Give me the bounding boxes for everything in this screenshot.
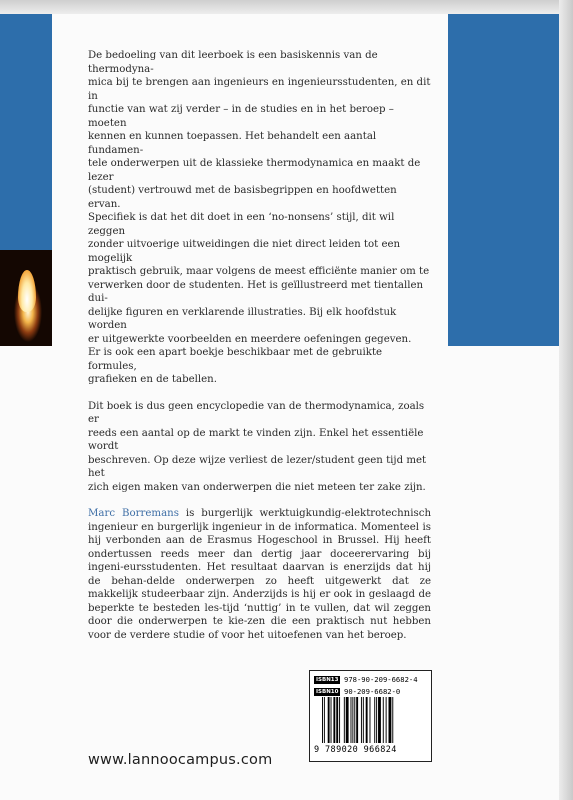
flame-icon — [18, 270, 36, 312]
blue-band-right — [448, 14, 559, 346]
text-line: De bedoeling van dit leerboek is een basiskennis van de thermodyna- — [88, 50, 378, 75]
text-line: Dit boek is dus geen encyclopedie van de thermodynamica, zoals er — [88, 400, 425, 425]
isbn10-row — [314, 686, 400, 697]
text-line: Specifiek is dat het dit doet in een ‘no-nonsens’ stijl, dit wil zeggen — [88, 212, 395, 237]
page-edge-right — [559, 0, 573, 800]
text-line: functie van wat zij verder – in de studies en in het beroep – moeten — [88, 104, 394, 129]
scope-paragraph — [88, 400, 431, 495]
text-line: (student) vertrouwd met de basisbegrippen en hoofdwetten ervan. — [88, 185, 397, 210]
text-line: beschreven. Op deze wijze verliest de lezer/student geen tijd met het — [88, 454, 427, 479]
isbn10-label: ISBN10 — [316, 688, 339, 695]
intro-paragraph — [88, 49, 431, 387]
barcode-bars — [322, 697, 424, 743]
text-line: Er is ook een apart boekje beschikbaar met de gebruikte formules, — [88, 347, 383, 372]
text-line: zonder uitvoerige uitweidingen die niet direct leiden tot een mogelijk — [88, 239, 401, 264]
text-line: zich eigen maken van onderwerpen die niet meteen ter zake zijn. — [88, 481, 426, 493]
text-line: tele onderwerpen uit de klassieke thermodynamica en maakt de lezer — [88, 158, 421, 183]
isbn13-value: 978-90-209-6682-4 — [344, 675, 418, 684]
candle-flame-image — [0, 250, 52, 346]
text-line: kennen en kunnen toepassen. Het behandelt een aantal fundamen- — [88, 131, 377, 156]
text-line: mica bij te brengen aan ingenieurs en ingenieursstudenten, en dit in — [88, 77, 431, 102]
barcode-digits: 9 789020 966824 — [314, 745, 397, 755]
text-line: grafieken en de tabellen. — [88, 374, 217, 385]
text-line: er uitgewerkte voorbeelden en meerdere oefeningen gegeven. — [88, 333, 412, 345]
text-line: delijke figuren en verklarende illustraties. Bij elk hoofdstuk worden — [88, 306, 397, 331]
author-bio-text: is burgerlijk werktuigkundig-elektrotechnisch ingenieur en burgerlijk ingenieur in de informatica. Momenteel is hij verbonden aan de Erasmus Hogeschool in Brussel. Hij heeft ondertussen reeds meer dan dertig jaar doceerervaring bij ingeni-eursstudenten. Het resultaat daarvan is enerzijds dat hij de behan-delde onderwerpen zo heeft uitgewerkt dat ze makkelijk studeerbaar zijn. Anderzijds is hij er ook in geslaagd de beperkte te besteden les-tijd ‘nuttig’ in te vullen, dat wil zeggen door die onderwerpen te kie-zen die een praktisch nut hebben voor de verdere studie of voor het uitoefenen van het beroep. — [88, 508, 432, 641]
isbn13-label: ISBN13 — [316, 676, 339, 683]
blurb-text — [88, 49, 431, 642]
isbn-barcode-block — [309, 670, 432, 762]
isbn13-row — [314, 674, 418, 685]
author-name: Marc Borremans — [88, 508, 179, 519]
page-edge-top — [0, 0, 573, 14]
author-bio-paragraph — [88, 507, 431, 642]
isbn10-value: 90-209-6682-0 — [344, 687, 401, 696]
publisher-website: www.lannoocampus.com — [88, 752, 273, 768]
text-line: praktisch gebruik, maar volgens de meest efficiënte manier om te — [88, 266, 430, 277]
text-line: reeds een aantal op de markt te vinden zijn. Enkel het essentiële wordt — [88, 427, 424, 452]
text-line: verwerken door de studenten. Het is geïllustreerd met tientallen dui- — [88, 279, 424, 304]
blue-band-left — [0, 14, 52, 250]
